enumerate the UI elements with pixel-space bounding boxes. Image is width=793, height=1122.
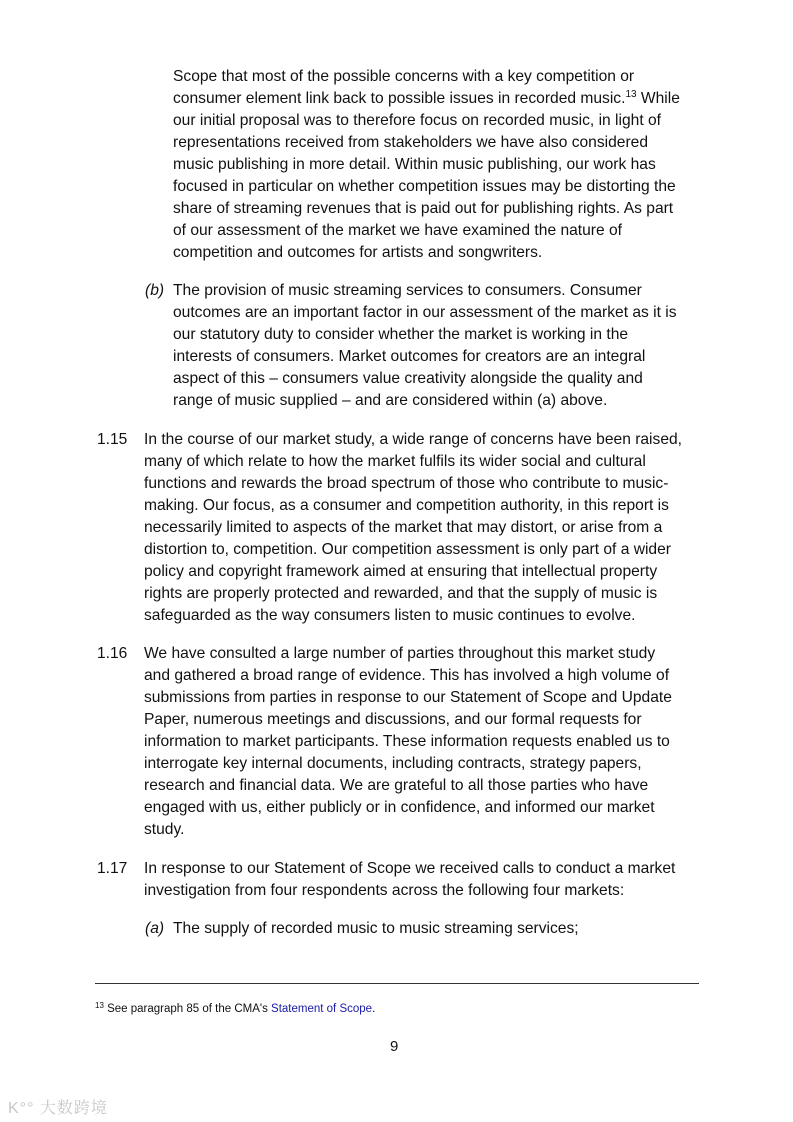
text-line: necessarily limited to aspects of the market that may distort, or arise from a <box>144 519 663 536</box>
text-line: representations received from stakeholders we have also considered <box>173 134 649 151</box>
text-line: The provision of music streaming services to consumers. Consumer <box>173 282 642 299</box>
page-number: 9 <box>390 1038 399 1055</box>
text-span: While <box>636 90 680 107</box>
text-line: Scope that most of the possible concerns with a key competition or <box>173 68 635 85</box>
statement-of-scope-link[interactable]: Statement of Scope <box>271 1003 373 1015</box>
text-line: We have consulted a large number of parties throughout this market study <box>144 645 656 662</box>
item-b <box>173 280 677 412</box>
text-line: aspect of this – consumers value creativity alongside the quality and <box>173 370 643 387</box>
paragraph-number: 1.15 <box>97 431 128 448</box>
text-line: focused in particular on whether competition issues may be distorting the <box>173 178 676 195</box>
item-b-label: (b) <box>145 282 165 299</box>
text-line: research and financial data. We are grateful to all those parties who have <box>144 777 649 794</box>
footnote <box>95 1001 375 1017</box>
text-line: range of music supplied – and are considered within (a) above. <box>173 392 608 409</box>
text-line: many of which relate to how the market fulfils its wider social and cultural <box>144 453 646 470</box>
footnote-ref[interactable]: 13 <box>625 89 637 100</box>
text-line: of our assessment of the market we have examined the nature of <box>173 222 622 239</box>
paragraph-1-16 <box>144 643 672 841</box>
text-line: our statutory duty to consider whether the market is working in the <box>173 326 629 343</box>
text-line: information to market participants. These information requests enabled us to <box>144 733 670 750</box>
paragraph-1-17 <box>144 858 675 902</box>
text-line: music publishing in more detail. Within music publishing, our work has <box>173 156 656 173</box>
text-line: safeguarded as the way consumers listen to music continues to evolve. <box>144 607 636 624</box>
paragraph-1-15 <box>144 429 682 627</box>
text-line: functions and rewards the broad spectrum of those who contribute to music- <box>144 475 669 492</box>
text-line: interests of consumers. Market outcomes for creators are an integral <box>173 348 646 365</box>
paragraph-number: 1.16 <box>97 645 128 662</box>
text-line: In response to our Statement of Scope we received calls to conduct a market <box>144 860 676 877</box>
text-line: and gathered a broad range of evidence. This has involved a high volume of <box>144 667 670 684</box>
item-a-label: (a) <box>145 920 165 937</box>
text-line: share of streaming revenues that is paid out for publishing rights. As part <box>173 200 674 217</box>
text-line: outcomes are an important factor in our assessment of the market as it is <box>173 304 677 321</box>
text-line: study. <box>144 821 185 838</box>
footnote-number: 13 <box>95 1001 104 1010</box>
text-line: policy and copyright framework aimed at ensuring that intellectual property <box>144 563 658 580</box>
text-line <box>173 88 680 110</box>
footnote-text: See paragraph 85 of the CMA's <box>103 1003 272 1015</box>
text-line: rights are properly protected and rewarded, and that the supply of music is <box>144 585 658 602</box>
text-line: making. Our focus, as a consumer and competition authority, in this report is <box>144 497 669 514</box>
text-line: submissions from parties in response to our Statement of Scope and Update <box>144 689 672 706</box>
paragraph-number: 1.17 <box>97 860 128 877</box>
text-line: interrogate key internal documents, including contracts, strategy papers, <box>144 755 642 772</box>
continuation-paragraph <box>173 66 680 264</box>
text-line: In the course of our market study, a wide range of concerns have been raised, <box>144 431 682 448</box>
text-line: investigation from four respondents across the following four markets: <box>144 882 625 899</box>
watermark-logo: K°° 大数跨境 <box>8 1100 108 1117</box>
text-line: distortion to, competition. Our competition assessment is only part of a wider <box>144 541 671 558</box>
item-a: The supply of recorded music to music streaming services; <box>173 920 579 937</box>
text-line: our initial proposal was to therefore focus on recorded music, in light of <box>173 112 661 129</box>
text-line: Paper, numerous meetings and discussions, and our formal requests for <box>144 711 642 728</box>
footnote-divider <box>95 983 699 984</box>
text-line: engaged with us, either publicly or in confidence, and informed our market <box>144 799 655 816</box>
text-span: consumer element link back to possible issues in recorded music. <box>173 90 626 107</box>
text-line: competition and outcomes for artists and songwriters. <box>173 244 543 261</box>
footnote-end: . <box>372 1003 376 1015</box>
